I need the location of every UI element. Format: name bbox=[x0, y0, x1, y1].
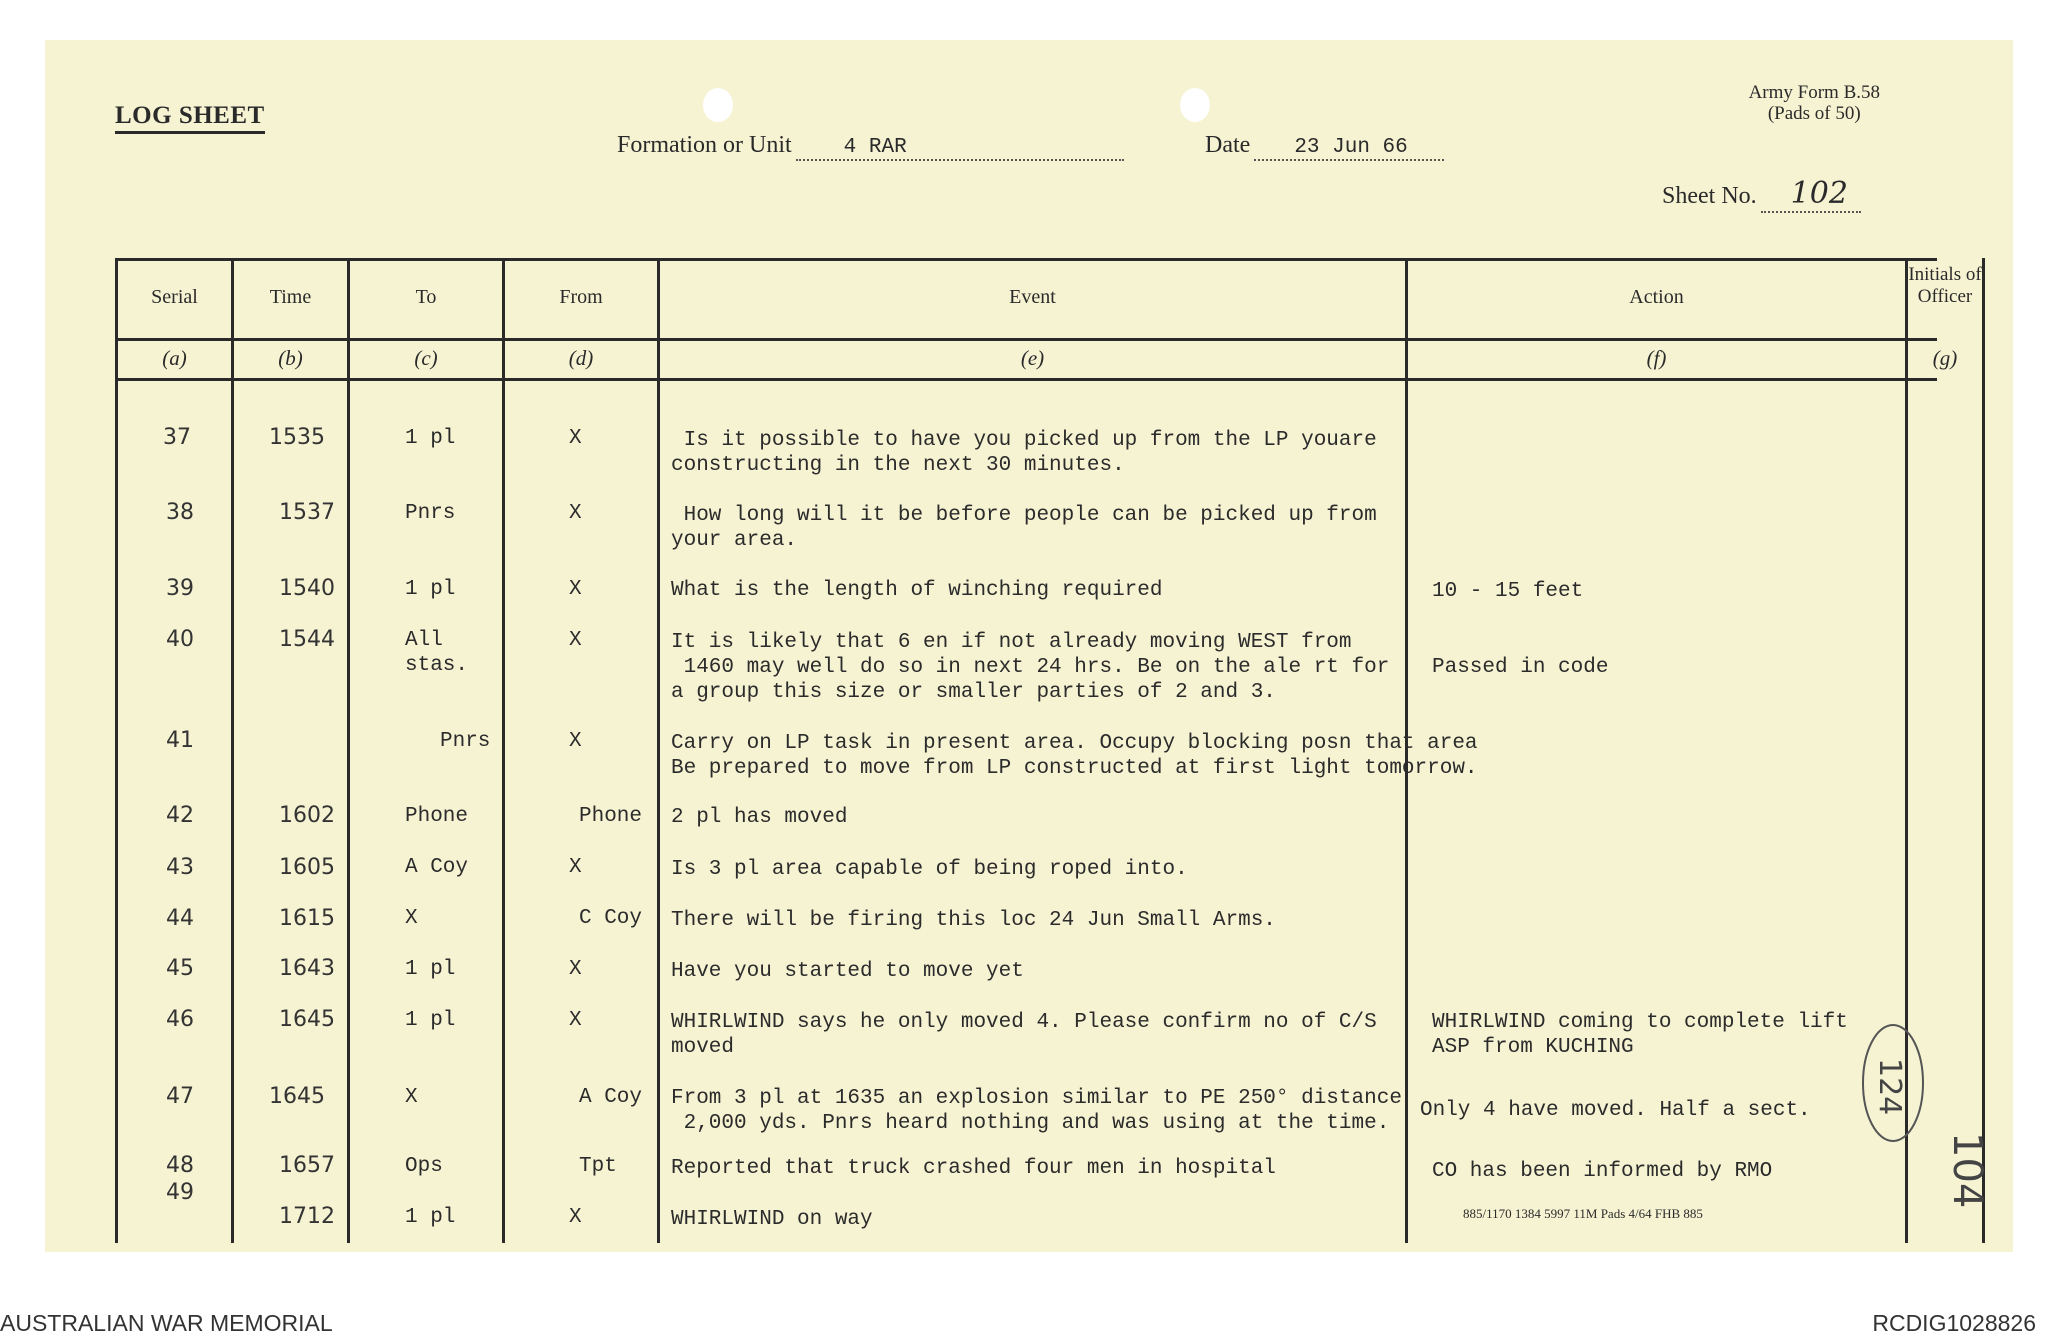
log-sheet-title: LOG SHEET bbox=[115, 102, 265, 134]
serial-cell: 39 bbox=[166, 576, 194, 601]
punch-hole bbox=[1180, 88, 1210, 122]
from-cell: X bbox=[569, 1206, 582, 1229]
to-cell: 1 pl bbox=[405, 958, 456, 981]
to-cell: Pnrs bbox=[405, 502, 456, 525]
circled-number: 124 bbox=[1872, 1058, 1907, 1116]
event-cell: Reported that truck crashed four men in hospital bbox=[671, 1157, 1276, 1180]
from-cell: X bbox=[569, 1009, 582, 1032]
footer-identifier: RCDIG1028826 bbox=[1872, 1310, 2036, 1336]
to-cell: Pnrs bbox=[440, 730, 491, 753]
serial-cell: 43 bbox=[166, 855, 194, 880]
column-letter-b: (b) bbox=[278, 346, 303, 370]
event-cell: Is it possible to have you picked up from the LP youare constructing in the next 30 minutes. bbox=[671, 429, 1377, 477]
event-cell: How long will it be before people can be picked up from your area. bbox=[671, 504, 1377, 552]
to-cell: Ops bbox=[405, 1155, 443, 1178]
column-header-action: Action bbox=[1629, 286, 1684, 308]
from-cell: Tpt bbox=[579, 1155, 617, 1178]
date-label: Date bbox=[1205, 132, 1251, 158]
event-cell: From 3 pl at 1635 an explosion similar to PE 250° distance 2,000 yds. Pnrs heard nothing and was using at the time. bbox=[671, 1087, 1402, 1135]
to-cell: A Coy bbox=[405, 856, 469, 879]
column-header-time: Time bbox=[269, 286, 312, 308]
serial-cell: 49 bbox=[166, 1180, 194, 1205]
to-cell: 1 pl bbox=[405, 1009, 456, 1032]
army-form-number bbox=[1749, 82, 1880, 124]
from-cell: X bbox=[569, 502, 582, 525]
from-cell: C Coy bbox=[579, 907, 643, 930]
margin-number: 104 bbox=[1944, 1132, 1990, 1209]
time-cell: 1657 bbox=[279, 1153, 335, 1178]
to-cell: X bbox=[405, 1086, 418, 1109]
time-cell: 1544 bbox=[279, 627, 335, 652]
column-header-from: From bbox=[559, 286, 603, 308]
to-cell: 1 pl bbox=[405, 427, 456, 450]
from-cell: X bbox=[569, 958, 582, 981]
serial-cell: 37 bbox=[163, 425, 191, 450]
column-letter-e: (e) bbox=[1020, 346, 1045, 370]
time-cell: 1535 bbox=[269, 425, 325, 450]
sheet-number-field bbox=[1662, 176, 1861, 213]
sheet-number-value: 102 bbox=[1761, 176, 1861, 213]
from-cell: X bbox=[569, 856, 582, 879]
to-cell: 1 pl bbox=[405, 1206, 456, 1229]
to-cell: X bbox=[405, 907, 418, 930]
time-cell: 1537 bbox=[279, 500, 335, 525]
sheet-label: Sheet No. bbox=[1662, 183, 1757, 209]
event-cell: Is 3 pl area capable of being roped into. bbox=[671, 858, 1188, 881]
action-cell: 10 - 15 feet bbox=[1432, 580, 1584, 603]
event-cell: There will be firing this loc 24 Jun Small Arms. bbox=[671, 909, 1276, 932]
unit-field bbox=[617, 132, 1124, 161]
column-header-event: Event bbox=[1009, 286, 1056, 308]
serial-cell: 48 bbox=[166, 1153, 194, 1178]
time-cell: 1605 bbox=[279, 855, 335, 880]
from-cell: X bbox=[569, 578, 582, 601]
footer-institution: AUSTRALIAN WAR MEMORIAL bbox=[0, 1310, 333, 1336]
event-cell: Have you started to move yet bbox=[671, 960, 1024, 983]
time-cell: 1643 bbox=[279, 956, 335, 981]
column-header-to: To bbox=[415, 286, 437, 308]
from-cell: X bbox=[569, 730, 582, 753]
time-cell: 1712 bbox=[279, 1204, 335, 1229]
column-letter-c: (c) bbox=[414, 346, 438, 370]
time-cell: 1645 bbox=[279, 1007, 335, 1032]
to-cell: 1 pl bbox=[405, 578, 456, 601]
from-cell: X bbox=[569, 629, 582, 652]
serial-cell: 45 bbox=[166, 956, 194, 981]
event-cell: It is likely that 6 en if not already moving WEST from 1460 may well do so in next 24 hrs. Be on the ale rt for a group this size or smaller parties of 2 and 3. bbox=[671, 631, 1390, 704]
column-header-initials: Initials of Officer bbox=[1908, 264, 1982, 307]
log-sheet-paper bbox=[45, 40, 2013, 1252]
date-field bbox=[1205, 132, 1444, 161]
action-cell: WHIRLWIND coming to complete lift ASP from KUCHING bbox=[1432, 1011, 1848, 1059]
action-cell: CO has been informed by RMO bbox=[1432, 1160, 1773, 1183]
serial-cell: 47 bbox=[166, 1084, 194, 1109]
column-letter-g: (g) bbox=[1932, 346, 1958, 370]
event-cell: WHIRLWIND says he only moved 4. Please confirm no of C/S moved bbox=[671, 1011, 1377, 1059]
form-line-2: (Pads of 50) bbox=[1767, 103, 1861, 124]
unit-value: 4 RAR bbox=[796, 136, 1124, 161]
to-cell: All stas. bbox=[405, 629, 469, 677]
time-cell: 1540 bbox=[279, 576, 335, 601]
action-cell: Only 4 have moved. Half a sect. bbox=[1420, 1099, 1811, 1122]
event-cell: 2 pl has moved bbox=[671, 806, 848, 829]
serial-cell: 44 bbox=[166, 906, 194, 931]
time-cell: 1645 bbox=[269, 1084, 325, 1109]
time-cell: 1615 bbox=[279, 906, 335, 931]
action-cell: Passed in code bbox=[1432, 656, 1609, 679]
serial-cell: 38 bbox=[166, 500, 194, 525]
from-cell: A Coy bbox=[579, 1086, 643, 1109]
event-cell: Carry on LP task in present area. Occupy blocking posn that area Be prepared to move from LP constructed at first light tomorrow. bbox=[671, 732, 1478, 780]
form-line-1: Army Form B.58 bbox=[1748, 82, 1880, 103]
print-code: 885/1170 1384 5997 11M Pads 4/64 FHB 885 bbox=[1463, 1206, 1703, 1221]
serial-cell: 46 bbox=[166, 1007, 194, 1032]
column-letter-a: (a) bbox=[162, 346, 187, 370]
unit-label: Formation or Unit bbox=[617, 132, 792, 158]
date-value: 23 Jun 66 bbox=[1254, 136, 1444, 161]
column-letter-f: (f) bbox=[1646, 346, 1667, 370]
event-cell: What is the length of winching required bbox=[671, 579, 1163, 602]
serial-cell: 40 bbox=[166, 627, 194, 652]
serial-cell: 41 bbox=[166, 728, 194, 753]
serial-cell: 42 bbox=[166, 803, 194, 828]
time-cell: 1602 bbox=[279, 803, 335, 828]
from-cell: Phone bbox=[579, 805, 643, 828]
column-letter-d: (d) bbox=[568, 346, 594, 370]
event-cell: WHIRLWIND on way bbox=[671, 1208, 873, 1231]
from-cell: X bbox=[569, 427, 582, 450]
punch-hole bbox=[703, 88, 733, 122]
column-header-serial: Serial bbox=[151, 286, 198, 308]
to-cell: Phone bbox=[405, 805, 469, 828]
